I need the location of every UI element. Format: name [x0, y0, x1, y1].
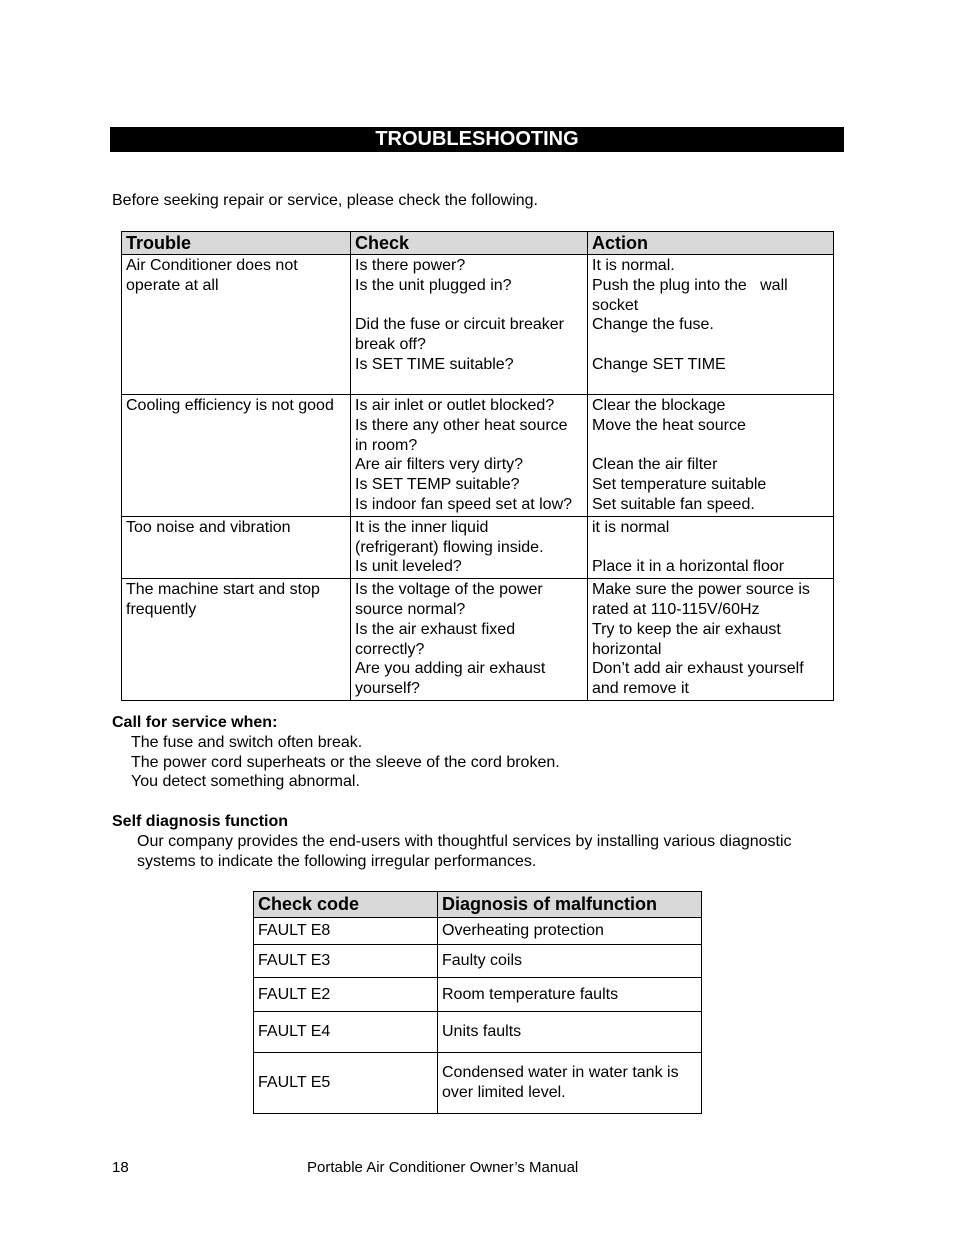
check-code-table [253, 891, 702, 1114]
diagnosis-text: Faulty coils [442, 952, 523, 969]
check-text: yourself? [355, 680, 420, 698]
check-text: Is air inlet or outlet blocked? [355, 397, 555, 414]
action-text [592, 335, 829, 355]
check-text: Is indoor fan speed set at low? [355, 495, 573, 513]
check-code-cell: FAULT E4 [254, 1012, 438, 1053]
trouble-cell-trouble [122, 395, 351, 517]
action-text: Don’t add air exhaust yourself [592, 660, 804, 678]
check-text [355, 296, 583, 316]
diagnosis-cell [438, 945, 702, 978]
action-text: horizontal [592, 640, 662, 658]
trouble-cell-trouble [122, 516, 351, 578]
trouble-text: Too noise and vibration [126, 518, 291, 536]
call-for-service-heading: Call for service when: [112, 714, 278, 731]
check-text: source normal? [355, 600, 466, 618]
action-text: Change SET TIME [592, 355, 726, 373]
trouble-text: Cooling efficiency is not good [126, 397, 334, 414]
self-diagnosis-section [112, 812, 792, 871]
header-action: Action [588, 232, 834, 255]
trouble-cell-action [588, 255, 834, 395]
action-text [592, 436, 829, 456]
check-text: Are air filters very dirty? [355, 456, 524, 474]
header-trouble: Trouble [122, 232, 351, 255]
header-check: Check [351, 232, 588, 255]
trouble-cell-trouble [122, 579, 351, 701]
check-text: Is the voltage of the power [355, 581, 543, 599]
action-text: Clean the air filter [592, 456, 718, 474]
diagnosis-cell [438, 918, 702, 945]
trouble-row [122, 579, 834, 701]
trouble-row [122, 395, 834, 517]
diagnosis-text: Condensed water in water tank is [442, 1064, 679, 1081]
trouble-cell-trouble [122, 255, 351, 395]
action-text: Place it in a horizontal floor [592, 558, 785, 576]
trouble-text: operate at all [126, 276, 219, 294]
action-text: Try to keep the air exhaust [592, 620, 781, 638]
action-text: and remove it [592, 680, 689, 698]
trouble-cell-action [588, 579, 834, 701]
header-diagnosis: Diagnosis of malfunction [438, 892, 702, 918]
diagnosis-text: Overheating protection [442, 922, 604, 939]
check-text: Is SET TEMP suitable? [355, 476, 520, 494]
check-code-row [254, 945, 702, 978]
service-item: The fuse and switch often break. [131, 733, 363, 751]
trouble-text: The machine start and stop [126, 581, 320, 599]
diagnosis-text: Room temperature faults [442, 985, 619, 1003]
action-text: Set temperature suitable [592, 476, 767, 494]
header-check-code: Check code [254, 892, 438, 918]
trouble-cell-action [588, 395, 834, 517]
diagnosis-cell [438, 1053, 702, 1114]
check-code-table-header [254, 892, 702, 918]
self-diagnosis-heading: Self diagnosis function [112, 813, 289, 830]
page-number: 18 [112, 1159, 129, 1176]
check-text: Are you adding air exhaust [355, 660, 546, 678]
trouble-cell-check [351, 579, 588, 701]
check-code-row [254, 978, 702, 1012]
check-text: Is there power? [355, 257, 466, 274]
trouble-text: frequently [126, 600, 197, 618]
action-text [592, 538, 829, 558]
page-title: TROUBLESHOOTING [110, 127, 844, 152]
check-code-row [254, 1012, 702, 1053]
check-code-row [254, 1053, 702, 1114]
action-text: Clear the blockage [592, 397, 726, 414]
action-text: it is normal [592, 518, 670, 536]
service-item: You detect something abnormal. [131, 773, 360, 791]
action-text: Set suitable fan speed. [592, 495, 755, 513]
manual-title: Portable Air Conditioner Owner’s Manual [307, 1159, 579, 1176]
check-text: Is the air exhaust fixed [355, 620, 516, 638]
diagnosis-text: Units faults [442, 1023, 522, 1040]
self-diagnosis-text: Our company provides the end-users with thoughtful services by installing various diagnostic [137, 832, 792, 850]
trouble-text: Air Conditioner does not [126, 257, 298, 274]
check-code-cell: FAULT E8 [254, 918, 438, 945]
diagnosis-text: over limited level. [442, 1084, 566, 1101]
call-for-service-section [112, 713, 560, 792]
service-item: The power cord superheats or the sleeve of the cord broken. [131, 753, 560, 771]
trouble-cell-action [588, 516, 834, 578]
check-text: It is the inner liquid [355, 518, 489, 536]
action-text: It is normal. [592, 257, 675, 274]
diagnosis-cell [438, 1012, 702, 1053]
troubleshooting-table-header [122, 232, 834, 255]
check-text: correctly? [355, 640, 425, 658]
trouble-cell-check [351, 516, 588, 578]
check-text: (refrigerant) flowing inside. [355, 538, 544, 556]
action-text: rated at 110-115V/60Hz [592, 600, 760, 618]
action-text: socket [592, 296, 639, 314]
trouble-row [122, 516, 834, 578]
check-code-cell: FAULT E5 [254, 1053, 438, 1114]
trouble-cell-check [351, 395, 588, 517]
check-text: in room? [355, 436, 418, 454]
action-text: Change the fuse. [592, 316, 714, 334]
check-text: Is SET TIME suitable? [355, 355, 514, 373]
check-code-cell: FAULT E3 [254, 945, 438, 978]
check-text: Is the unit plugged in? [355, 276, 512, 294]
trouble-cell-check [351, 255, 588, 395]
check-code-row [254, 918, 702, 945]
trouble-row [122, 255, 834, 395]
intro-text: Before seeking repair or service, please check the following. [112, 192, 538, 209]
check-text: Is unit leveled? [355, 558, 462, 576]
self-diagnosis-text: systems to indicate the following irregular performances. [137, 852, 537, 870]
check-text: Did the fuse or circuit breaker [355, 316, 564, 334]
action-text: Move the heat source [592, 416, 746, 434]
check-code-cell: FAULT E2 [254, 978, 438, 1012]
action-text: Push the plug into the wall [592, 276, 788, 294]
check-text: Is there any other heat source [355, 416, 568, 434]
action-text: Make sure the power source is [592, 581, 810, 599]
check-text: break off? [355, 336, 426, 354]
troubleshooting-table [121, 231, 834, 701]
diagnosis-cell [438, 978, 702, 1012]
